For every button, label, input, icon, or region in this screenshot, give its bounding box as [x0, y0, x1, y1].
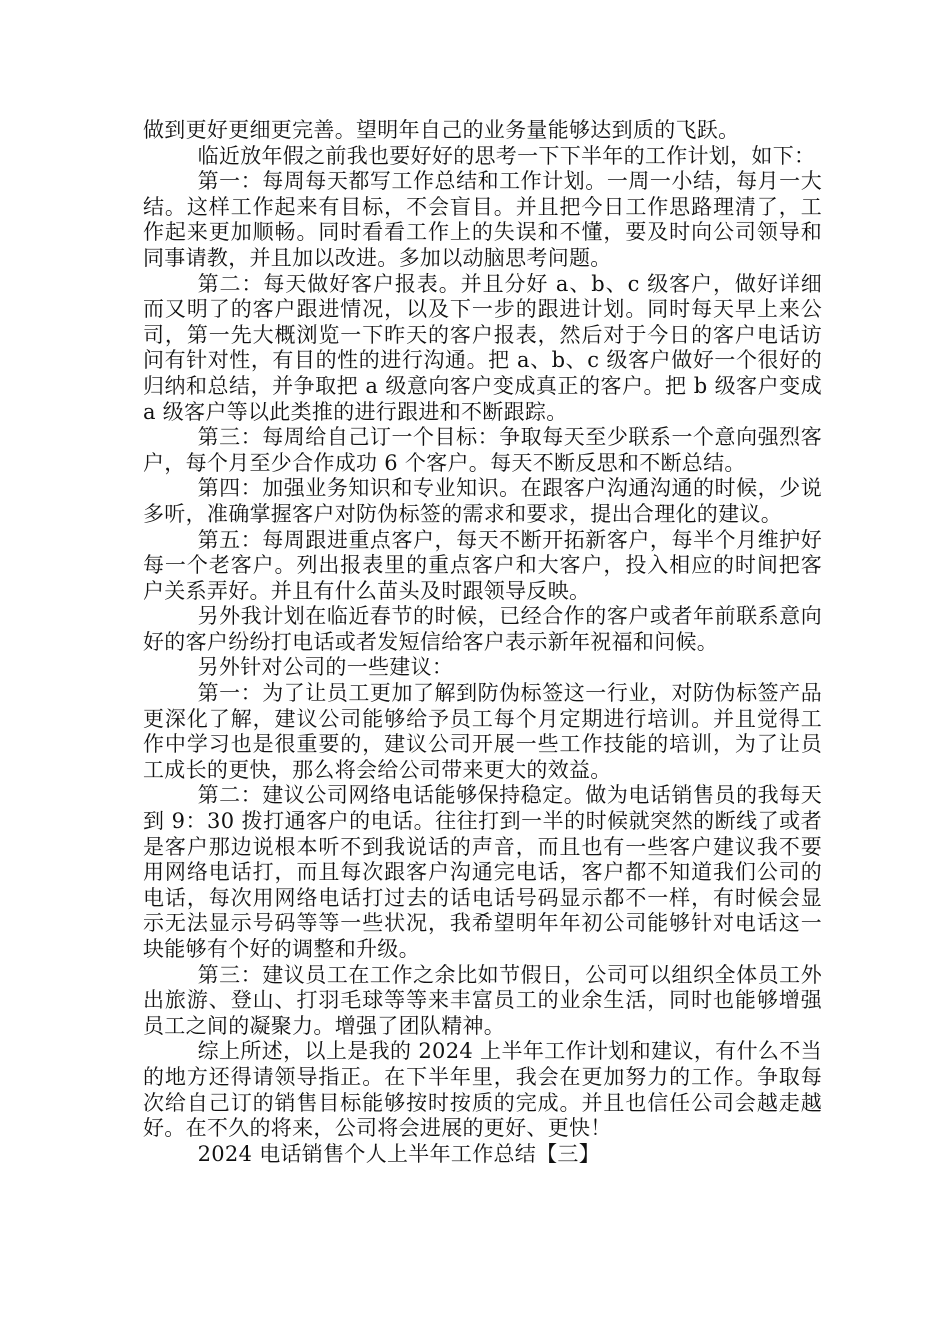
- paragraph-plan-5: 第五：每周跟进重点客户，每天不断开拓新客户，每半个月维护好每一个老客户。列出报表里的重点客户和大客户，投入相应的时间把客户关系弄好。并且有什么苗头及时跟领导反映。: [143, 527, 822, 603]
- paragraph-suggestion-3: 第三：建议员工在工作之余比如节假日，公司可以组织全体员工外出旅游、登山、打羽毛球等等来丰富员工的业余生活，同时也能够增强员工之间的凝聚力。增强了团队精神。: [143, 962, 822, 1038]
- paragraph-plan-4: 第四：加强业务知识和专业知识。在跟客户沟通沟通的时候，少说多听，准确掌握客户对防伪标签的需求和要求，提出合理化的建议。: [143, 476, 822, 526]
- paragraph-suggestion-2: 第二：建议公司网络电话能够保持稳定。做为电话销售员的我每天到 9：30 拨打通客户的电话。往往打到一半的时候就突然的断线了或者是客户那边说根本听不到我说话的声音，而且也有一些客户建议我不要用网络电话打，而且每次跟客户沟通完电话，客户都不知道我们公司的电话，每次用网络电话打过去的话电话号码显示都不一样，有时候会显示无法显示号码等等一些状况，我希望明年年初公司能够针对电话这一块能够有个好的调整和升级。: [143, 783, 822, 961]
- section-heading: 2024 电话销售个人上半年工作总结【三】: [197, 1141, 601, 1166]
- paragraph-suggestions-intro: 另外针对公司的一些建议：: [197, 655, 454, 680]
- paragraph-plan-1: 第一：每周每天都写工作总结和工作计划。一周一小结，每月一大结。这样工作起来有目标，不会盲目。并且把今日工作思路理清了，工作起来更加顺畅。同时看看工作上的失误和不懂，要及时向公司领导和同事请教，并且加以改进。多加以动脑思考问题。: [143, 169, 822, 270]
- paragraph-plan-2: 第二：每天做好客户报表。并且分好 a、b、c 级客户，做好详细而又明了的客户跟进情况，以及下一步的跟进计划。同时每天早上来公司，第一先大概浏览一下昨天的客户报表，然后对于今日的客户电话访问有针对性，有目的性的进行沟通。把 a、b、c 级客户做好一个很好的归纳和总结，并争取把 a 级意向客户变成真正的客户。把 b 级客户变成 a 级客户等以此类推的进行跟进和不断跟踪。: [143, 271, 822, 424]
- paragraph-holiday-plan: 另外我计划在临近春节的时候，已经合作的客户或者年前联系意向好的客户纷纷打电话或者发短信给客户表示新年祝福和问候。: [143, 604, 822, 654]
- paragraph-suggestion-1: 第一：为了让员工更加了解到防伪标签这一行业，对防伪标签产品更深化了解，建议公司能够给予员工每个月定期进行培训。并且觉得工作中学习也是很重要的，建议公司开展一些工作技能的培训，为了让员工成长的更快，那么将会给公司带来更大的效益。: [143, 681, 822, 782]
- paragraph-conclusion: 综上所述，以上是我的 2024 上半年工作计划和建议，有什么不当的地方还得请领导指正。在下半年里，我会在更加努力的工作。争取每次给自己订的销售目标能够按时按质的完成。并且也信任公司会越走越好。在不久的将来，公司将会进展的更好、更快！: [143, 1039, 822, 1141]
- paragraph-plan-3: 第三：每周给自己订一个目标：争取每天至少联系一个意向强烈客户，每个月至少合作成功 6 个客户。每天不断反思和不断总结。: [143, 425, 822, 475]
- paragraph-plan-intro: 临近放年假之前我也要好好的思考一下下半年的工作计划，如下：: [197, 143, 816, 168]
- paragraph-continuation: 做到更好更细更完善。望明年自己的业务量能够达到质的飞跃。: [143, 118, 740, 142]
